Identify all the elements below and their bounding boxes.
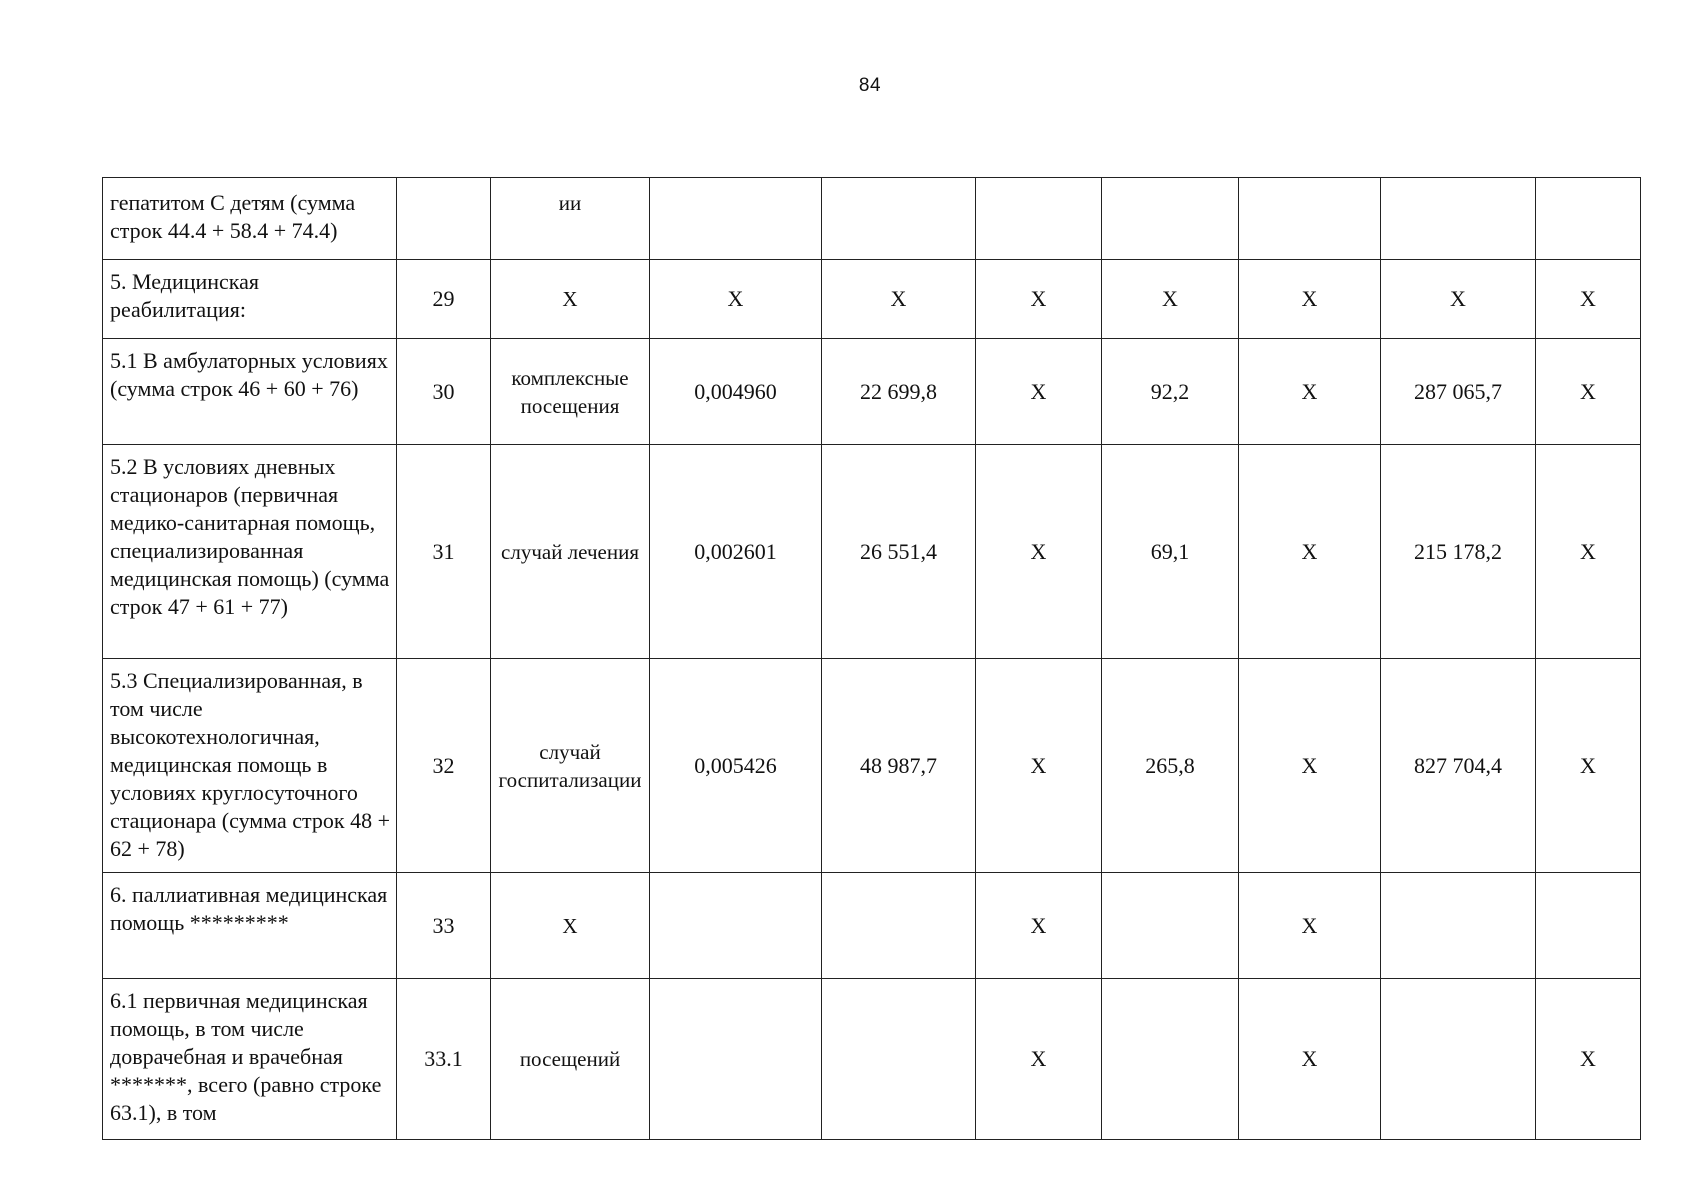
value-cell: X (1239, 445, 1381, 659)
value-cell (1381, 873, 1536, 979)
tariff-table (102, 177, 1641, 1140)
value-cell: X (1239, 659, 1381, 873)
line-number-cell: 29 (397, 260, 491, 339)
row-name-cell: 5.1 В амбулаторных условиях (сумма строк 46 + 60 + 76) (103, 339, 397, 445)
value-cell (1102, 873, 1239, 979)
value-cell: X (976, 445, 1102, 659)
value-cell: 69,1 (1102, 445, 1239, 659)
row-name-cell: 5.2 В условиях дневных стационаров (первичная медико-санитарная помощь, специализированная медицинская помощь) (сумма строк 47 + 61 + 77) (103, 445, 397, 659)
value-cell: X (650, 260, 822, 339)
unit-cell: случай госпитализации (491, 659, 650, 873)
table-row (103, 260, 1641, 339)
line-number-cell: 33 (397, 873, 491, 979)
value-cell (1536, 873, 1641, 979)
value-cell: X (1536, 659, 1641, 873)
value-cell: X (1536, 445, 1641, 659)
line-number-cell: 33.1 (397, 979, 491, 1140)
value-cell: X (1381, 260, 1536, 339)
line-number-cell: 30 (397, 339, 491, 445)
table-row (103, 979, 1641, 1140)
row-name-cell: 6. паллиативная медицинская помощь ********* (103, 873, 397, 979)
table-row (103, 659, 1641, 873)
value-cell: X (1239, 339, 1381, 445)
value-cell: X (1536, 260, 1641, 339)
row-name-cell: 5.3 Специализированная, в том числе высокотехнологичная, медицинская помощь в условиях круглосуточного стационара (сумма строк 48 + 62 + 78) (103, 659, 397, 873)
value-cell (976, 178, 1102, 260)
row-name-cell: 5. Медицинская реабилитация: (103, 260, 397, 339)
value-cell (822, 178, 976, 260)
value-cell: 827 704,4 (1381, 659, 1536, 873)
unit-cell: X (491, 873, 650, 979)
value-cell (650, 178, 822, 260)
row-name-cell: 6.1 первичная медицинская помощь, в том числе доврачебная и врачебная *******, всего (равно строке 63.1), в том (103, 979, 397, 1140)
value-cell: 22 699,8 (822, 339, 976, 445)
value-cell: X (976, 659, 1102, 873)
value-cell: 265,8 (1102, 659, 1239, 873)
unit-cell: ии (491, 178, 650, 260)
value-cell: 92,2 (1102, 339, 1239, 445)
value-cell (822, 979, 976, 1140)
line-number-cell: 31 (397, 445, 491, 659)
value-cell (650, 979, 822, 1140)
value-cell (1381, 178, 1536, 260)
value-cell: X (1239, 873, 1381, 979)
unit-cell: комплексные посещения (491, 339, 650, 445)
table-row (103, 339, 1641, 445)
table-row (103, 445, 1641, 659)
value-cell: X (1102, 260, 1239, 339)
unit-cell: случай лечения (491, 445, 650, 659)
value-cell: X (976, 979, 1102, 1140)
unit-cell: посещений (491, 979, 650, 1140)
value-cell: X (976, 339, 1102, 445)
value-cell: 287 065,7 (1381, 339, 1536, 445)
line-number-cell: 32 (397, 659, 491, 873)
value-cell: 0,004960 (650, 339, 822, 445)
value-cell (1102, 979, 1239, 1140)
value-cell: 215 178,2 (1381, 445, 1536, 659)
value-cell (650, 873, 822, 979)
value-cell: 0,002601 (650, 445, 822, 659)
value-cell (822, 873, 976, 979)
value-cell: 0,005426 (650, 659, 822, 873)
value-cell (1536, 178, 1641, 260)
value-cell (1381, 979, 1536, 1140)
value-cell: X (976, 873, 1102, 979)
value-cell (1102, 178, 1239, 260)
page-number: 84 (858, 75, 882, 96)
row-name-cell: гепатитом С детям (сумма строк 44.4 + 58.4 + 74.4) (103, 178, 397, 260)
value-cell: 48 987,7 (822, 659, 976, 873)
table-row (103, 873, 1641, 979)
line-number-cell (397, 178, 491, 260)
value-cell: X (822, 260, 976, 339)
value-cell: X (1239, 260, 1381, 339)
value-cell: X (1536, 339, 1641, 445)
table-row (103, 178, 1641, 260)
unit-cell: X (491, 260, 650, 339)
value-cell: X (1239, 979, 1381, 1140)
value-cell: X (976, 260, 1102, 339)
value-cell (1239, 178, 1381, 260)
value-cell: X (1536, 979, 1641, 1140)
value-cell: 26 551,4 (822, 445, 976, 659)
